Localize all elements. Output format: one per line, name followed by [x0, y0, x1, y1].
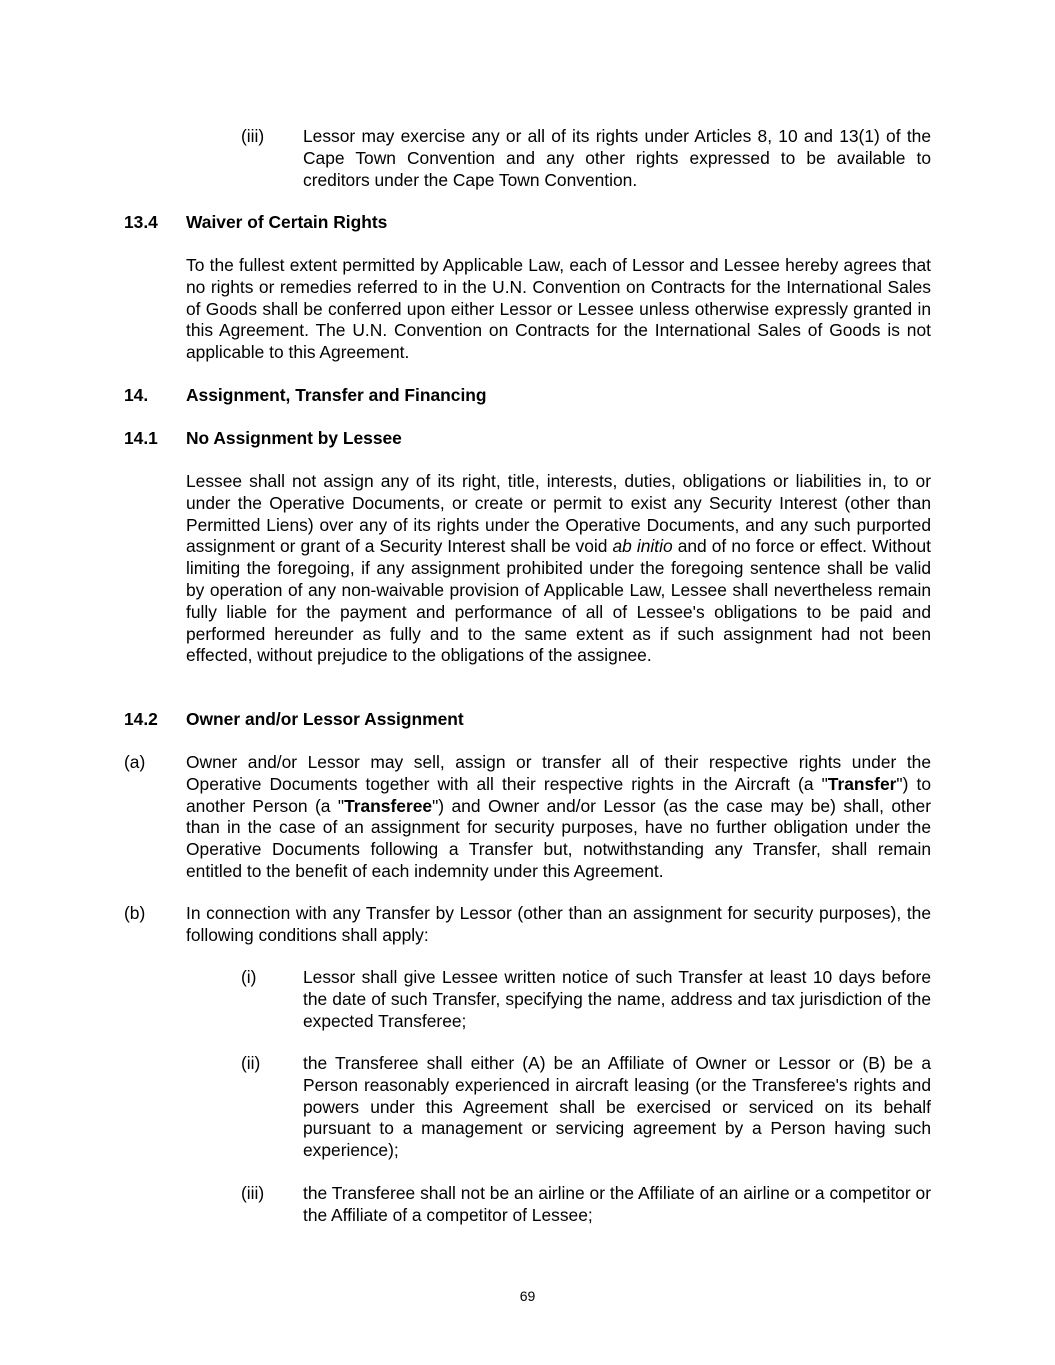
section-14-number: 14. — [124, 385, 149, 405]
section-13-4-body: To the fullest extent permitted by Applicable Law, each of Lessor and Lessee hereby agrees that no rights or remedies referred to in the U.N. Convention on Contracts for the International Sales of Goods shall be conferred upon either Lessor or Lessee unless otherwise expressly granted in this Agreement. The U.N. Convention on Contracts for the International Sales of Goods is not applicable to this Agreement. — [186, 255, 931, 363]
top-item-iii-text: Lessor may exercise any or all of its rights under Articles 8, 10 and 13(1) of the Cape Town Convention and any other rights expressed to be available to creditors under the Cape Town Convention. — [303, 126, 931, 190]
item-a-term-transfer: Transfer — [827, 773, 897, 794]
item-b-i-text: Lessor shall give Lessee written notice of such Transfer at least 10 days before the date of such Transfer, specifying the name, address and tax jurisdiction of the expected Transferee; — [303, 967, 931, 1031]
item-b-iii-label: (iii) — [241, 1183, 265, 1203]
section-13-4-title: Waiver of Certain Rights — [186, 212, 388, 232]
item-a-text — [186, 752, 931, 883]
item-b-text: In connection with any Transfer by Lessor (other than an assignment for security purposes), the following conditions shall apply: — [186, 903, 931, 945]
section-14-1-heading — [124, 428, 402, 450]
section-14-1-title: No Assignment by Lessee — [186, 428, 402, 448]
section-14-2-heading — [124, 709, 464, 731]
item-b-label: (b) — [124, 903, 146, 923]
item-b-i-label: (i) — [241, 967, 257, 987]
section-14-heading — [124, 385, 487, 407]
item-b-ii-text: the Transferee shall either (A) be an Affiliate of Owner or Lessor or (B) be a Person reasonably experienced in aircraft leasing (or the Transferee's rights and powers under this Agreement shall be exercised or serviced on its behalf pursuant to a management or servicing agreement by a Person having such experience); — [303, 1053, 931, 1161]
item-a-label: (a) — [124, 752, 146, 772]
item-a-part2: ") to another Person (a " — [186, 773, 931, 816]
section-14-1-number: 14.1 — [124, 428, 158, 448]
section-14-1-body — [186, 471, 931, 667]
section-14-2-title: Owner and/or Lessor Assignment — [186, 709, 464, 729]
item-b-iii-text: the Transferee shall not be an airline or the Affiliate of an airline or a competitor or the Affiliate of a competitor of Lessee; — [303, 1183, 931, 1225]
section-14-2-number: 14.2 — [124, 709, 158, 729]
item-a-part1: Owner and/or Lessor may sell, assign or transfer all of their respective rights under the Operative Documents together with all their respective rights in the Aircraft (a " — [186, 752, 931, 794]
section-14-1-body-italic: ab initio — [612, 536, 673, 557]
item-a-part3: ") and Owner and/or Lessor (as the case may be) shall, other than in the case of an assignment for security purposes, have no further obligation under the Operative Documents following a Transfer but, notwithstanding any Transfer, shall remain entitled to the benefit of each indemnity under this Agreement. — [186, 795, 932, 881]
section-14-1-body-part2: and of no force or effect. Without limiting the foregoing, if any assignment prohibited under the foregoing sentence shall be valid by operation of any non-waivable provision of Applicable Law, Lessee shall nevertheless remain fully liable for the payment and performance of all of Lessee's obligations to be paid and performed hereunder as fully and to the same extent as if such assignment had not been effected, without prejudice to the obligations of the assignee. — [186, 536, 931, 666]
section-14-title: Assignment, Transfer and Financing — [186, 385, 487, 405]
section-14-1-body-part1: Lessee shall not assign any of its right, title, interests, duties, obligations or liabilities in, to or under the Operative Documents, or create or permit to exist any Security Interest (other than Permitted Liens) over any of its rights under the Operative Documents, and any such purported assignment or grant of a Security Interest shall be void — [186, 471, 931, 557]
section-13-4-number: 13.4 — [124, 212, 158, 232]
section-13-4-heading — [124, 212, 387, 234]
item-a-term-transferee: Transferee — [344, 795, 433, 816]
page-number: 69 — [519, 1288, 536, 1304]
top-item-iii-label: (iii) — [241, 126, 265, 146]
item-b-ii-label: (ii) — [241, 1053, 261, 1073]
